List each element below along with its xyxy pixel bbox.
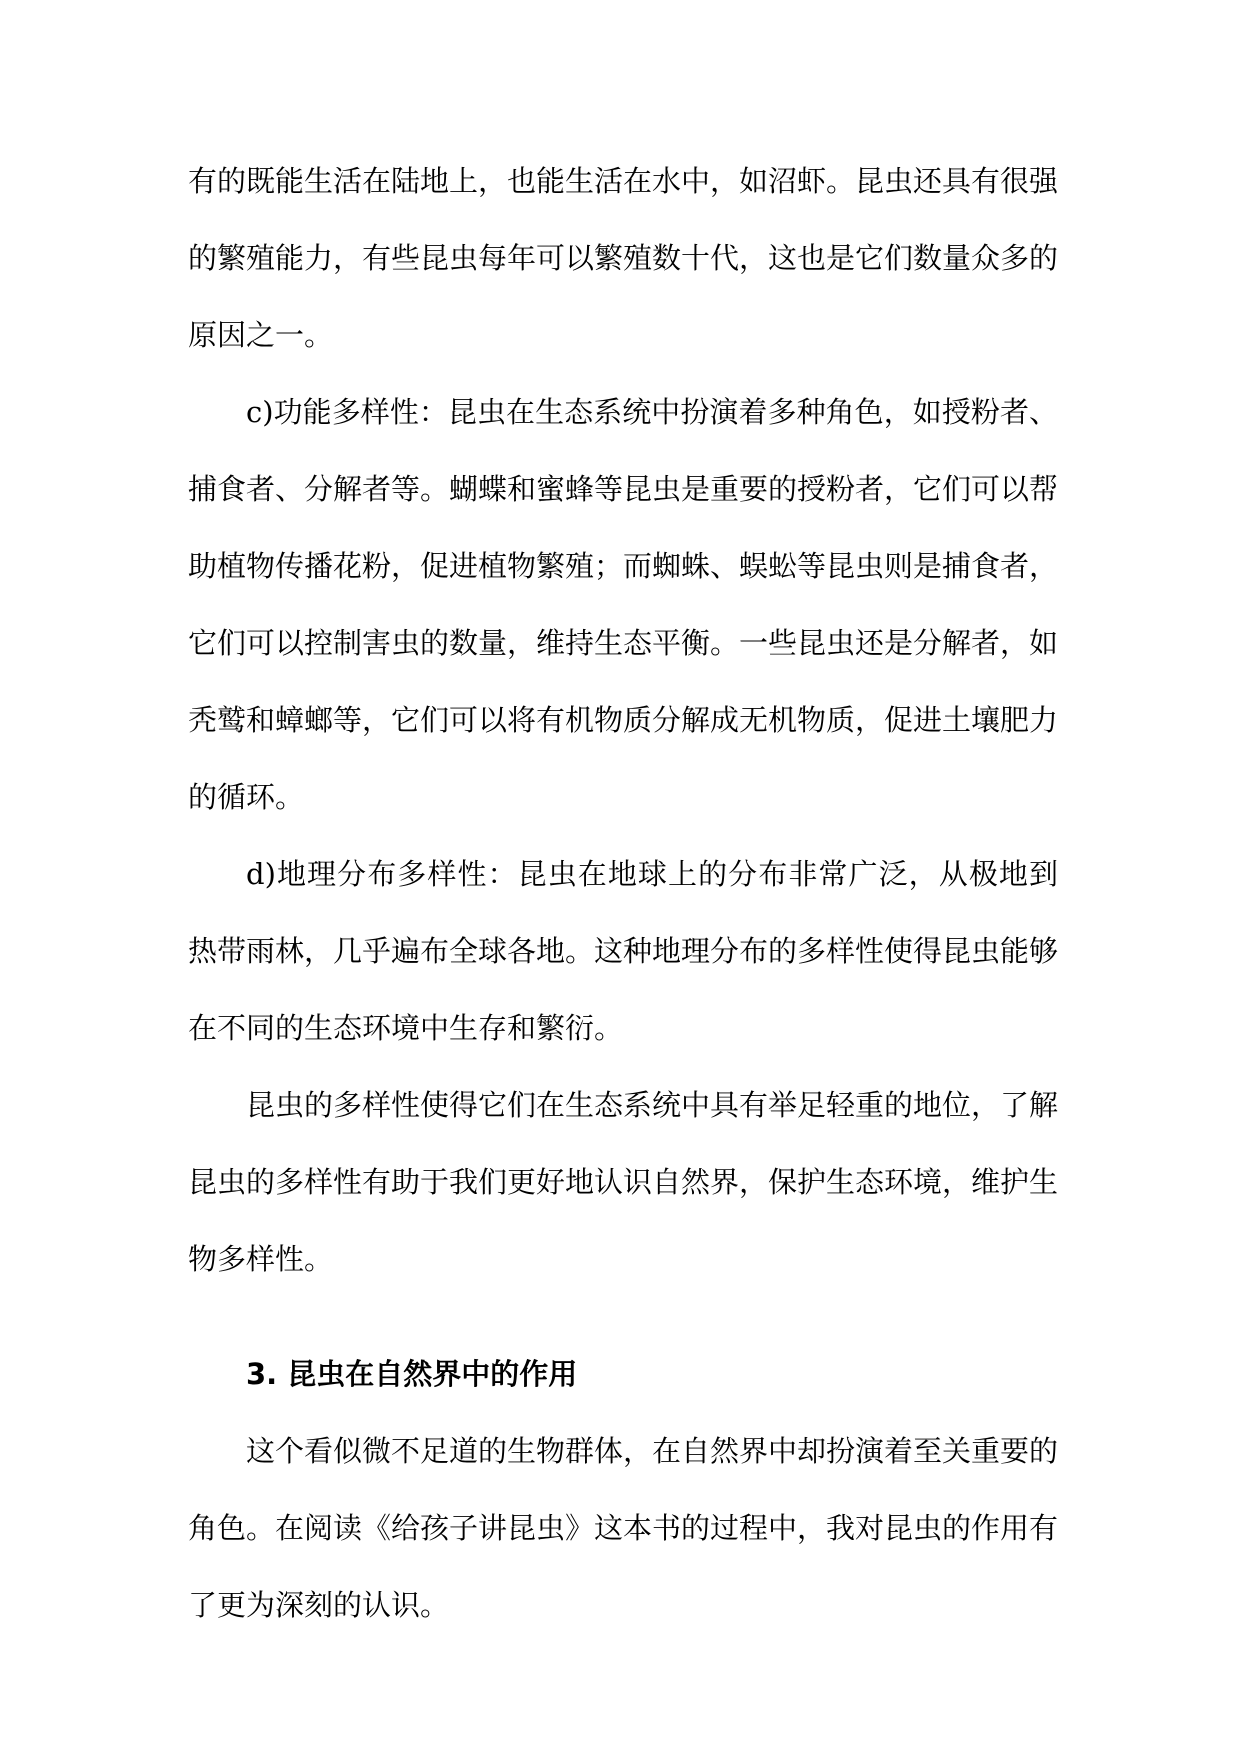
section-heading: 3. 昆虫在自然界中的作用 — [246, 1357, 578, 1391]
paragraph-diversity-summary: 昆虫的多样性使得它们在生态系统中具有举足轻重的地位，了解昆虫的多样性有助于我们更好地认识自然界，保护生态环境，维护生物多样性。 — [188, 1088, 1059, 1276]
document-body — [188, 143, 1058, 1644]
paragraph-continuation: 有的既能生活在陆地上，也能生活在水中，如沼虾。昆虫还具有很强的繁殖能力，有些昆虫每年可以繁殖数十代，这也是它们数量众多的原因之一。 — [188, 164, 1059, 352]
paragraph-functional-diversity: c)功能多样性：昆虫在生态系统中扮演着多种角色，如授粉者、捕食者、分解者等。蝴蝶和蜜蜂等昆虫是重要的授粉者，它们可以帮助植物传播花粉，促进植物繁殖；而蜘蛛、蜈蚣等昆虫则是捕食者，它们可以控制害虫的数量，维持生态平衡。一些昆虫还是分解者，如秃鹫和蟑螂等，它们可以将有机物质分解成无机物质，促进土壤肥力的循环。 — [188, 395, 1059, 814]
section-spacer — [188, 1298, 1058, 1336]
paragraph-section-intro: 这个看似微不足道的生物群体，在自然界中却扮演着至关重要的角色。在阅读《给孩子讲昆虫》这本书的过程中，我对昆虫的作用有了更为深刻的认识。 — [188, 1434, 1059, 1622]
paragraph-geographic-diversity: d)地理分布多样性：昆虫在地球上的分布非常广泛，从极地到热带雨林，几乎遍布全球各地。这种地理分布的多样性使得昆虫能够在不同的生态环境中生存和繁衍。 — [188, 857, 1059, 1045]
